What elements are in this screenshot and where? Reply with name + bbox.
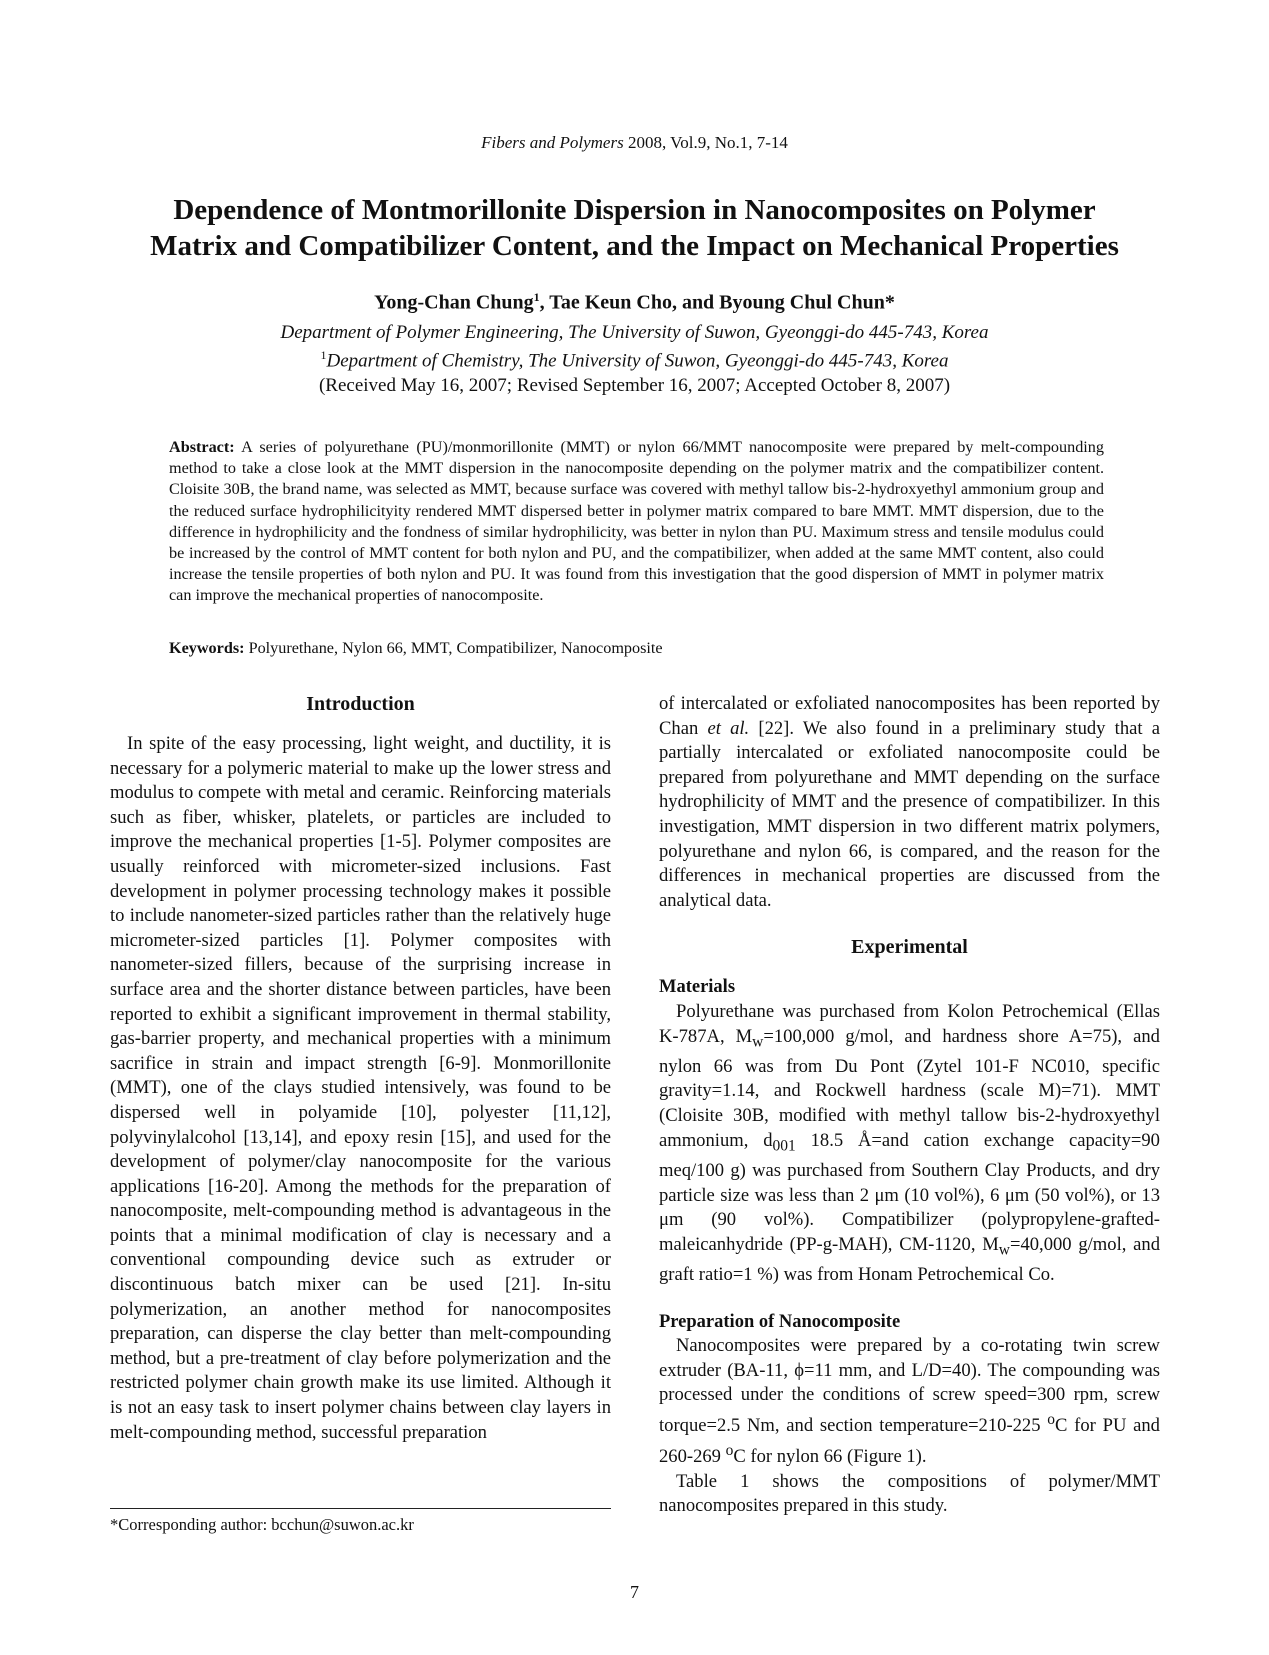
author-1-affil-mark: 1 [533, 290, 540, 304]
d001-subscript: 001 [772, 1137, 796, 1155]
intro-paragraph-1: In spite of the easy processing, light weight, and ductility, it is necessary for a polymeric material to make up the lower stress and modulus to compete with metal and ceramic. Reinforcing materials such as fiber, whisker, platelets, or particles are included to improve the mechanical properties [1-5]. Polymer composites are usually reinforced with micrometer-sized inclusions. Fast development in polymer processing technology makes it possible to include nanometer-sized particles rather than the relatively huge micrometer-sized particles [1]. Polymer composites with nanometer-sized fillers, because of the surprising increase in surface area and the shorter distance between particles, have been reported to exhibit a significant improvement in thermal stability, gas-barrier property, and mechanical properties with a minimum sacrifice in strain and impact strength [6-9]. Monmorillonite (MMT), one of the clays studied intensively, was found to be dispersed well in polyamide [10], polyester [11,12], polyvinylalcohol [13,14], and epoxy resin [15], and used for the development of polymer/clay nanocomposite for the various applications [16-20]. Among the methods for the preparation of nanocomposite, melt-compounding method is advantageous in the points that a minimal modification of clay is necessary and a conventional compounding device such as extruder or discontinuous batch mixer can be used [21]. In-situ polymerization, an another method for nanocomposites preparation, can disperse the clay better than melt-compounding method, but a pre-treatment of clay before polymerization and the restricted polymer chain growth make its use limited. Although it is not an easy task to insert polymer chains between clay layers in melt-compounding method, successful preparation [110, 733, 611, 1443]
journal-citation [0, 133, 1269, 153]
affiliation-2 [0, 348, 1269, 372]
mw-subscript-1: w [752, 1033, 764, 1051]
abstract-label: Abstract: [169, 438, 235, 456]
prep-text-a: Nanocomposites were prepared by a co-rotating twin screw extruder (BA-11, ϕ=11 mm, and L/D=40). The compounding was processed under the conditions of screw speed=300 rpm, screw torque=2.5 Nm, and section temperature=210-225 [659, 1335, 1160, 1437]
footnote-rule [110, 1508, 611, 1509]
materials-text-a: Polyurethane was purchased from Kolon Petrochemical (Ellas K-787A, M [659, 1000, 1160, 1047]
intro-cont-text-b: [22]. We also found in a preliminary study that a partially intercalated or exfoliated nanocomposite could be prepared from polyurethane and MMT depending on the surface hydrophilicity of MMT and the presence of compatibilizer. In this investigation, MMT dispersion in two different matrix polymers, polyurethane and nylon 66, is compared, and the reason for the differences in mechanical properties are discussed from the analytical data. [659, 717, 1160, 911]
journal-name: Fibers and Polymers [481, 133, 624, 152]
intro-et-al: et al. [707, 717, 750, 739]
keywords-label: Keywords: [169, 639, 245, 657]
materials-text-d: =40,000 g/mol, and graft ratio=1 %) was from Honam Petrochemical Co. [659, 1233, 1160, 1286]
title-line-1: Dependence of Montmorillonite Dispersion in Nanocomposites on Polymer [173, 194, 1096, 226]
abstract-text: A series of polyurethane (PU)/monmorillonite (MMT) or nylon 66/MMT nanocomposite were prepared by melt-compounding method to take a close look at the MMT dispersion in the nanocomposite depending on the polymer matrix and the compatibilizer content. Cloisite 30B, the brand name, was selected as MMT, because surface was covered with methyl tallow bis-2-hydroxyethyl ammonium group and the reduced surface hydrophilicityity rendered MMT dispersed better in polymer matrix compared to bare MMT. MMT dispersion, due to the difference in hydrophilicity and the fondness of similar hydrophilicity, was better in nylon than PU. Maximum stress and tensile modulus could be increased by the control of MMT content for both nylon and PU, and the compatibilizer, when added at the same MMT content, also could increase the tensile properties of both nylon and PU. It was found from this investigation that the good dispersion of MMT in polymer matrix can improve the mechanical properties of nanocomposite. [169, 438, 1104, 605]
degree-mark-1: o [1047, 1411, 1056, 1428]
introduction-heading: Introduction [306, 693, 415, 715]
experimental-heading: Experimental [851, 936, 968, 959]
materials-paragraph [659, 1000, 1160, 1288]
author-1: Yong-Chan Chung [374, 291, 534, 314]
affiliation-2-text: Department of Chemistry, The University of Suwon, Gyeonggi-do 445-743, Korea [326, 350, 949, 372]
degree-mark-2: o [725, 1441, 734, 1459]
affiliation-2-mark: 1 [320, 348, 327, 362]
prep-text-b: C for PU and 260-269 [659, 1415, 1160, 1467]
affiliation-1: Department of Polymer Engineering, The University of Suwon, Gyeonggi-do 445-743, Korea [280, 322, 989, 343]
materials-heading: Materials [659, 977, 736, 998]
page-number: 7 [630, 1582, 639, 1602]
title-line-2: Matrix and Compatibilizer Content, and the Impact on Mechanical Properties [150, 230, 1119, 262]
keywords [169, 639, 1104, 658]
materials-text-c: 18.5 Å=and cation exchange capacity=90 meq/100 g) was purchased from Southern Clay Products, and dry particle size was less than 2 μm (10 vol%), 6 μm (50 vol%), or 13 μm (90 vol%). Compatibilizer (polypropylene-grafted-maleicanhydride (PP-g-MAH), CM-1120, M [659, 1129, 1160, 1255]
author-list [0, 290, 1269, 315]
intro-paragraph-continued [659, 692, 1160, 913]
abstract [169, 437, 1104, 607]
received-dates: (Received May 16, 2007; Revised September 16, 2007; Accepted October 8, 2007) [318, 375, 951, 396]
other-authors: , Tae Keun Cho, and Byoung Chul Chun* [539, 291, 895, 314]
preparation-heading: Preparation of Nanocomposite [659, 1311, 901, 1332]
intro-cont-text-a: of intercalated or exfoliated nanocomposites has been reported by Chan [659, 693, 1160, 739]
paper-title [80, 192, 1189, 264]
mw-subscript-2: w [998, 1241, 1010, 1259]
corresponding-author-footnote: *Corresponding author: bcchun@suwon.ac.kr [110, 1515, 414, 1534]
left-column [110, 692, 611, 1445]
materials-text-b: =100,000 g/mol, and hardness shore A=75), and nylon 66 was from Du Pont (Zytel 101-F NC010, specific gravity=1.14, and Rockwell hardness (scale M)=71). MMT (Cloisite 30B, modified with methyl tallow bis-2-hydroxyethyl ammonium, d [659, 1025, 1160, 1151]
prep-text-c: C for nylon 66 (Figure 1). [733, 1445, 927, 1467]
volume-info: 2008, Vol.9, No.1, 7-14 [623, 133, 788, 152]
keywords-text: Polyurethane, Nylon 66, MMT, Compatibilizer, Nanocomposite [244, 639, 663, 657]
table-paragraph: Table 1 shows the compositions of polymer/MMT nanocomposites prepared in this study. [659, 1470, 1160, 1517]
right-column [659, 692, 1160, 1519]
preparation-paragraph [659, 1334, 1160, 1469]
